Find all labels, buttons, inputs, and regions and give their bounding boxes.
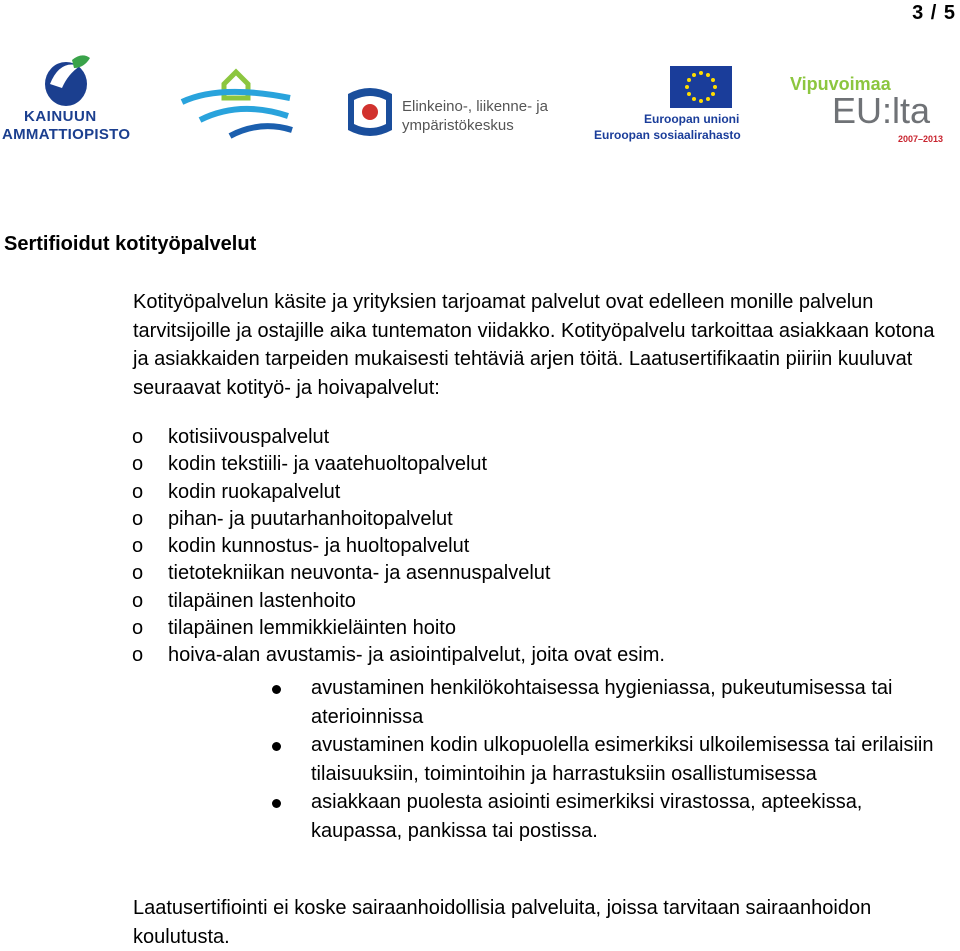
closing-paragraph: Laatusertifiointi ei koske sairaanhoidollisia palveluita, joissa tarvitaan sairaanhoidon koulutusta. — [133, 897, 872, 948]
service-label: tilapäinen lemmikkieläinten hoito — [168, 617, 456, 640]
ely-name-line1: Elinkeino-, liikenne- ja — [402, 98, 548, 115]
intro-paragraph: Kotityöpalvelun käsite ja yrityksien tarjoamat palvelut ovat edelleen monille palvelun tarvitsijoille ja ostajille aika tuntematon viidakko. Kotityöpalvelu tarkoittaa asiakkaan kotona ja asiakkaiden tarpeiden mukaisesti tehtäviä arjen töitä. Laatusertifikaatin piiriin kuuluvat seuraavat kotityö- ja hoivapalvelut: — [133, 291, 935, 399]
list-marker: o — [132, 426, 144, 448]
kainuu-ammattiopisto-logo — [0, 54, 135, 149]
list-marker: o — [132, 644, 144, 667]
kainuu-emblem-icon — [0, 54, 135, 110]
list-marker: o — [132, 589, 144, 612]
examples-list — [270, 674, 950, 845]
bullet-icon — [272, 685, 281, 694]
service-item — [132, 642, 665, 669]
landscape-house-logo — [180, 64, 295, 142]
page-number: 3 / 5 — [912, 2, 956, 24]
service-label: tilapäinen lastenhoito — [168, 589, 356, 612]
vipuvoimaa-logo — [790, 74, 955, 149]
service-item — [132, 615, 665, 642]
example-item — [270, 731, 950, 788]
service-item — [132, 479, 665, 506]
ely-name-line2: ympäristökeskus — [402, 117, 514, 134]
eu-name-line2: Euroopan sosiaalirahasto — [594, 128, 741, 142]
example-item — [270, 674, 950, 731]
logo-bar — [0, 52, 960, 152]
service-item — [132, 506, 665, 533]
list-marker: o — [132, 453, 144, 476]
service-label: kodin ruokapalvelut — [168, 480, 341, 503]
list-marker: o — [132, 480, 144, 503]
bullet-icon — [272, 742, 281, 751]
ely-emblem-icon — [344, 84, 396, 140]
list-marker: o — [132, 535, 144, 558]
vipu-name-line2: EU:lta — [832, 90, 931, 131]
service-label: hoiva-alan avustamis- ja asiointipalvelut, joita ovat esim. — [168, 644, 665, 667]
example-label: avustaminen kodin ulkopuolella esimerkiksi ulkoilemisessa tai erilaisiin tilaisuuksiin, toimintoihin ja harrastuksiin osallistumisessa — [311, 734, 934, 785]
service-item — [132, 588, 665, 615]
service-item — [132, 560, 665, 587]
service-label: pihan- ja puutarhanhoitopalvelut — [168, 507, 453, 530]
services-list — [132, 424, 665, 670]
bullet-icon — [272, 799, 281, 808]
kainuu-name-line1: KAINUUN — [24, 108, 97, 125]
list-marker: o — [132, 507, 144, 530]
eu-esr-logo — [592, 66, 742, 146]
service-item — [132, 533, 665, 560]
service-label: kodin tekstiili- ja vaatehuoltopalvelut — [168, 453, 488, 476]
list-marker: o — [132, 617, 144, 640]
house-river-icon — [180, 64, 295, 142]
example-label: avustaminen henkilökohtaisessa hygieniassa, pukeutumisessa tai aterioinnissa — [311, 677, 893, 728]
eu-name-line1: Euroopan unioni — [644, 112, 740, 126]
eu-flag-icon — [670, 66, 732, 108]
service-label: kodin kunnostus- ja huoltopalvelut — [168, 535, 470, 558]
service-item — [132, 424, 665, 451]
ely-keskus-logo — [344, 84, 554, 144]
example-item — [270, 788, 950, 845]
service-label: tietotekniikan neuvonta- ja asennuspalvelut — [168, 562, 551, 585]
example-label: asiakkaan puolesta asiointi esimerkiksi virastossa, apteekissa, kaupassa, pankissa tai postissa. — [311, 791, 863, 842]
vipu-name-line1: Vipuvoimaa — [790, 74, 891, 94]
vipu-years: 2007–2013 — [898, 134, 944, 144]
service-item — [132, 451, 665, 478]
section-heading: Sertifioidut kotityöpalvelut — [4, 233, 257, 255]
service-label: kotisiivouspalvelut — [168, 426, 330, 448]
list-marker: o — [132, 562, 144, 585]
kainuu-name-line2: AMMATTIOPISTO — [2, 126, 131, 143]
